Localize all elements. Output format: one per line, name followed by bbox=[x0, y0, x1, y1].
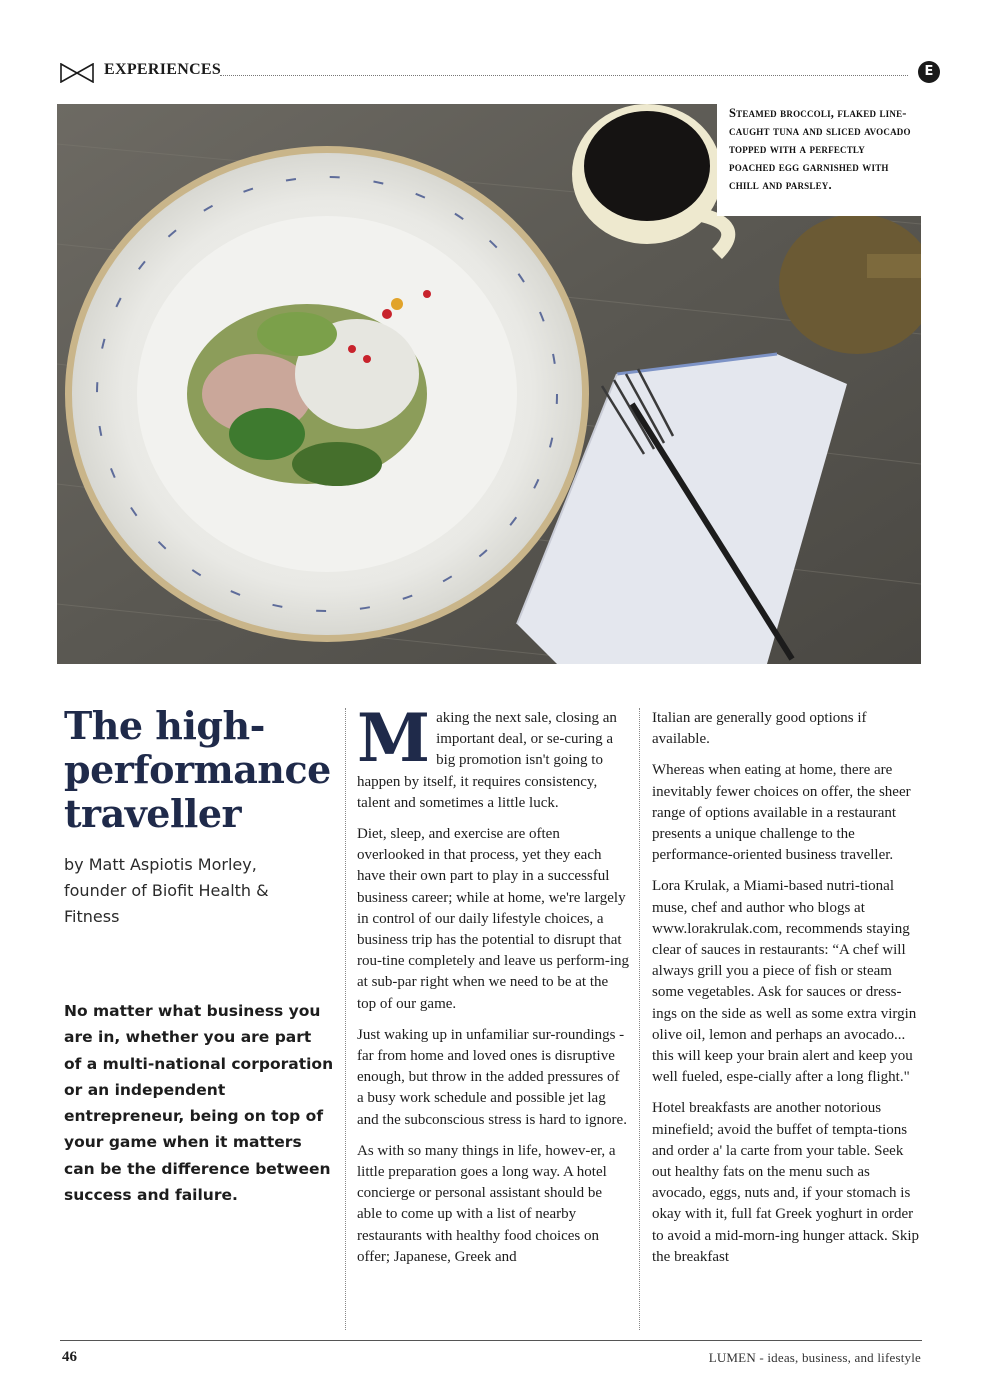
footer-rule bbox=[60, 1340, 922, 1341]
paragraph: As with so many things in life, howev-er, a little preparation goes a long way. A hotel concierge or personal assistant should be able to come up with a list of nearby restaurants with healthy food choices on offer; Japanese, Greek and bbox=[357, 1142, 616, 1265]
section-header bbox=[60, 60, 940, 88]
paragraph: Lora Krulak, a Miami-based nutri-tional muse, chef and author who blogs at www.lorakrulak.com, recommends staying clear of sauces in restaurants: “A chef will always grill you a piece of fish or steam some vegetables. Ask for sauces or dress-ings on the side as well as some extra virgin olive oil, lemon and perhaps an avocado... this will keep your brain alert and keep you well fueled, espe-cially after a long flight." bbox=[652, 878, 917, 1086]
paragraph: Whereas when eating at home, there are inevitably fewer choices on offer, the sheer range of options available in a restaurant presents a unique challenge to the performance-oriented business traveller. bbox=[652, 762, 911, 864]
article-standfirst: No matter what business you are in, whether you are part of a multi-national corporation or an independent entrepreneur, being on top of your game when it matters can be the difference between success and failure. bbox=[64, 1002, 334, 1205]
section-label: EXPERIENCES bbox=[104, 61, 222, 78]
bowtie-icon bbox=[60, 63, 94, 83]
header-dotted-rule bbox=[220, 75, 908, 76]
body-column-2 bbox=[652, 708, 924, 1278]
photo-caption: Steamed broccoli, flaked line-caught tuna and sliced avocado topped with a perfectly poached egg garnished with chill and parsley. bbox=[717, 104, 921, 216]
paragraph bbox=[357, 699, 629, 814]
publication-footer: LUMEN - ideas, business, and lifestyle bbox=[708, 1350, 921, 1365]
column-divider bbox=[639, 708, 640, 1330]
paragraph: Diet, sleep, and exercise are often overlooked in that process, yet they each have their own part to play in a successful business career; while at home, we're largely in control of our daily lifestyle choices, a business trip has the potential to disrupt that rou-tine completely and leave us perform-ing at sub-par right when we need to be at the top of our game. bbox=[357, 826, 629, 1012]
drop-cap: M bbox=[357, 699, 431, 777]
column-divider bbox=[345, 708, 346, 1330]
article-byline: by Matt Aspiotis Morley, founder of Biofit Health & Fitness bbox=[64, 855, 269, 926]
page-number: 46 bbox=[62, 1349, 77, 1365]
body-column-1 bbox=[357, 699, 629, 1278]
paragraph: Italian are generally good options if available. bbox=[652, 710, 867, 748]
paragraph-text: aking the next sale, closing an important deal, or se-curing a big promotion isn't going to happen by itself, it requires consistency, talent and sometimes a little luck. bbox=[357, 710, 617, 811]
paragraph: Hotel breakfasts are another notorious minefield; avoid the buffet of tempta-tions and order a' la carte from your table. Seek out healthy fats on the menu such as avocado, eggs, nuts and, if your stomach is okay with it, full fat Greek yoghurt in order to avoid a mid-morn-ing hunger attack. Skip the breakfast bbox=[652, 1100, 920, 1265]
section-badge: E bbox=[918, 61, 940, 83]
paragraph: Just waking up in unfamiliar sur-roundings - far from home and loved ones is disruptive enough, but throw in the added pressures of a busy work schedule and possible jet lag and the subconscious stress is hard to ignore. bbox=[357, 1026, 627, 1128]
article-title: The high-performance traveller bbox=[64, 703, 331, 836]
